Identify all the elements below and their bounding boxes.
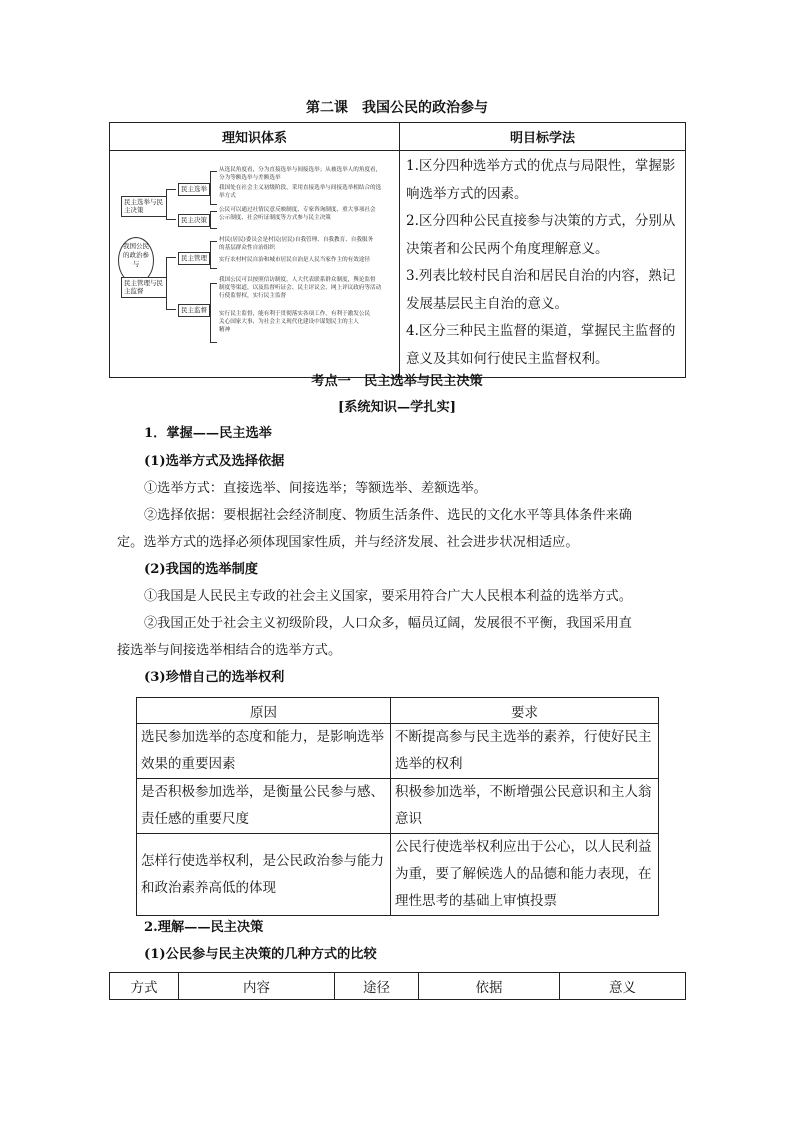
point-1-4: (2)我国的选举制度 (144, 562, 258, 577)
map-note: 我国公民可以按照信访制度，人大代表联系群众制度，舆论监督 (219, 277, 376, 283)
point-1-5: ①我国是人民民主专政的社会主义国家，要采用符合广大人民根本利益的选举方式。 (144, 589, 632, 604)
point-1-6b: 接选举与间接选举相结合的选举方式。 (117, 643, 342, 658)
point-1-3b: 定。选举方式的选择必须体现国家性质，并与经济发展、社会进步状况相适应。 (117, 535, 579, 550)
goal-item: 3.列表比较村民自治和居民自治的内容，熟记发展基层民主自治的意义。 (406, 268, 676, 312)
map-note: 举方式 (219, 193, 236, 199)
goal-item: 4.区分三种民主监督的渠道，掌握民主监督的意义及其如何行使民主监督权利。 (406, 323, 676, 367)
map-note: 制度等渠道，以及监督听证会、民主评议会、网上评议政府等活动 (219, 285, 382, 291)
map-box-supervision: 民主监督 (178, 304, 210, 317)
compare-header: 方式 (110, 973, 179, 1000)
map-note: 从选民角度看，分为直接选举与间接选举；从被选举人的角度看， (219, 167, 382, 173)
table-cell: 不断提高参与民主选举的素养，行使好民主选举的权利 (391, 724, 659, 779)
point-1-2: ①选举方式：直接选举、间接选举；等额选举、差额选举。 (144, 481, 487, 496)
concept-map-cell (110, 151, 400, 378)
header-knowledge-system: 理知识体系 (110, 123, 400, 151)
table-row (137, 724, 659, 779)
rights-header-reason: 原因 (137, 698, 391, 724)
map-note: 公示制度、社会听证制度等方式参与民主决策 (219, 215, 331, 221)
map-note: 实行民主监督，能有利于贯彻落实各项工作，有利于激发公民 (219, 311, 371, 317)
compare-header: 意义 (560, 973, 686, 1000)
map-center-node: 我国公民的政治参与 (118, 237, 154, 284)
map-note: 公民可以通过社情民意反映制度、专家咨询制度、重大事项社会 (219, 207, 376, 213)
table-cell: 选民参加选举的态度和能力，是影响选举效果的重要因素 (137, 724, 391, 779)
map-box-management-supervision: 民主管理与民主监督 (121, 277, 167, 298)
table-row (137, 779, 659, 834)
point-2-1: (1)公民参与民主决策的几种方式的比较 (144, 947, 377, 962)
compare-table (109, 972, 686, 1000)
map-note: 我国处在社会主义初级阶段，采用直接选举与间接选举相结合的选 (219, 185, 382, 191)
point-1-6a: ②我国正处于社会主义初级阶段，人口众多，幅员辽阔，发展很不平衡，我国采用直 (144, 616, 632, 631)
section-subheading: [系统知识—学扎实] (338, 400, 456, 415)
goal-item: 2.区分四种公民直接参与决策的方式，分别从决策者和公民两个角度理解意义。 (406, 213, 676, 257)
rights-header-requirement: 要求 (391, 698, 659, 724)
map-box-election-decision: 民主选举与民主决策 (121, 196, 167, 217)
point-2-title: 2.理解——民主决策 (144, 920, 264, 935)
table-cell: 公民行使选举权利应出于公心，以人民利益为重，要了解候选人的品德和能力表现，在理性思考的基础上审慎投票 (391, 834, 659, 916)
point-1-7: (3)珍惜自己的选举权利 (144, 670, 285, 685)
map-note: 分为等额选举与差额选举 (219, 175, 281, 181)
compare-header: 依据 (419, 973, 560, 1000)
page-title: 第二课 我国公民的政治参与 (306, 100, 488, 116)
point-1-1: (1)选举方式及选择依据 (144, 454, 285, 469)
goal-item: 1.区分四种选举方式的优点与局限性，掌握影响选举方式的因素。 (406, 158, 676, 202)
table-cell: 怎样行使选举权利，是公民政治参与能力和政治素养高低的体现 (137, 834, 391, 916)
compare-header: 途径 (335, 973, 419, 1000)
map-note: 的基层群众性自治组织 (219, 245, 275, 251)
table-cell: 积极参加选举，不断增强公民意识和主人翁意识 (391, 779, 659, 834)
section-heading: 考点一 民主选举与民主决策 (311, 374, 483, 389)
concept-map (118, 159, 398, 349)
table-row (137, 834, 659, 916)
map-box-decision: 民主决策 (178, 214, 210, 227)
rights-table (136, 697, 659, 916)
map-note: 实行农村村民自治和城市居民自治是人民当家作主的有效途径 (219, 257, 371, 263)
map-box-management: 民主管理 (178, 252, 210, 265)
intro-table (109, 122, 686, 378)
point-1-3a: ②选择依据：要根据社会经济制度、物质生活条件、选民的文化水平等具体条件来确 (144, 508, 632, 523)
point-1-title: 1．掌握——民主选举 (144, 426, 272, 441)
header-goals: 明目标学法 (400, 123, 686, 151)
map-note: 关心国家大事，为社会主义现代化建设中谋划民主的主人 (219, 319, 359, 325)
table-cell: 是否积极参加选举，是衡量公民参与感、责任感的重要尺度 (137, 779, 391, 834)
map-note: 行使监督权，实行民主监督 (219, 293, 287, 299)
compare-header: 内容 (179, 973, 335, 1000)
map-box-election: 民主选举 (178, 183, 210, 196)
map-note: 精神 (219, 327, 231, 333)
goals-cell (400, 151, 686, 378)
map-note: 村民(居民)委员会是村民(居民)自我管理、自我教育、自我服务 (219, 237, 374, 243)
